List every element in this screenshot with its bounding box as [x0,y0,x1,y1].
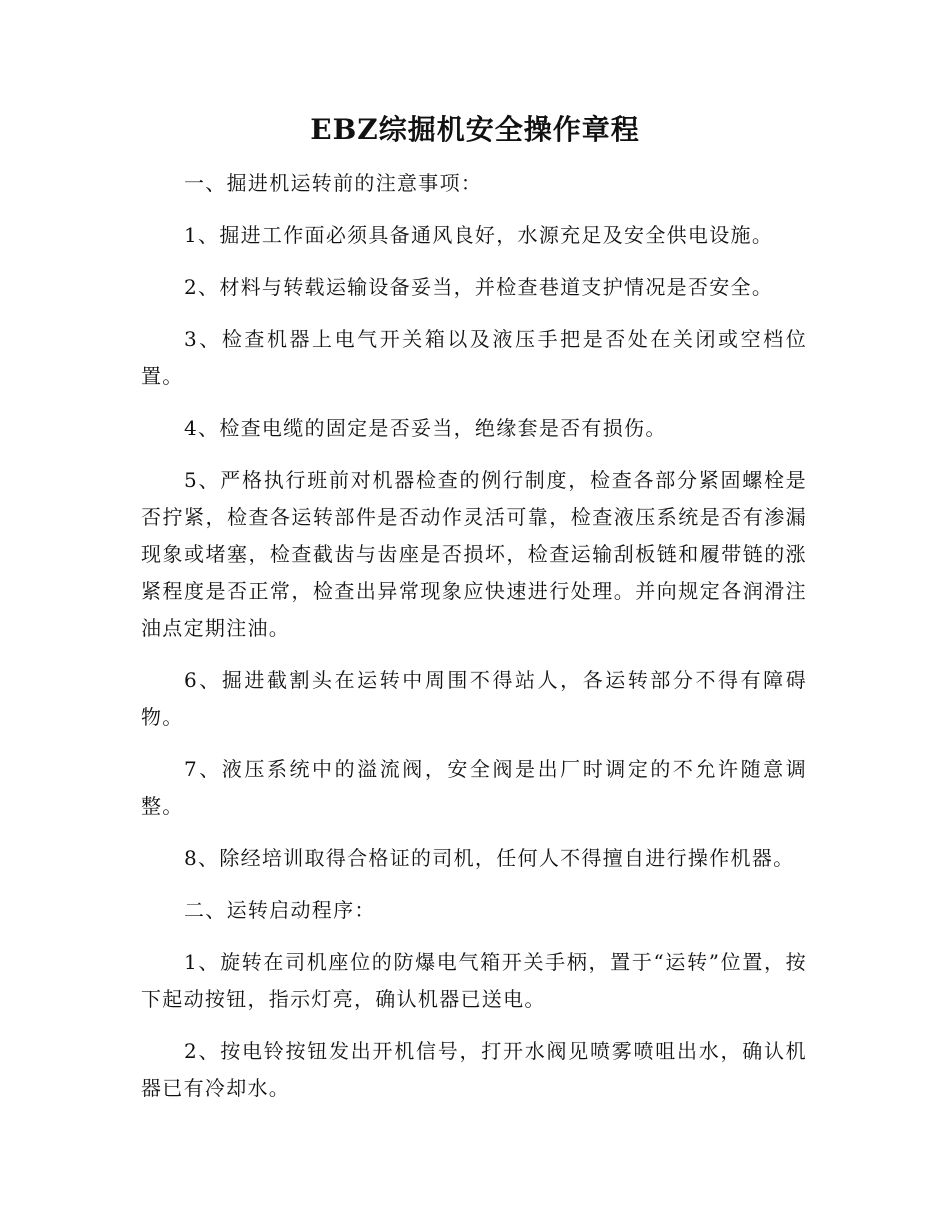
paragraph-item-7: 7、液压系统中的溢流阀，安全阀是出厂时调定的不允许随意调整。 [141,757,807,818]
paragraph-item-6: 6、掘进截割头在运转中周围不得站人，各运转部分不得有障碍物。 [141,668,807,729]
paragraph-item-1: 1、掘进工作面必须具备通风良好，水源充足及安全供电设施。 [184,223,774,247]
document-body [141,165,807,1122]
paragraph-item-2: 2、材料与转载运输设备妥当，并检查巷道支护情况是否安全。 [184,275,774,299]
paragraph-item-5: 5、严格执行班前对机器检查的例行制度，检查各部分紧固螺栓是否拧紧，检查各运转部件是否动作灵活可靠，检查液压系统是否有渗漏现象或堵塞，检查截齿与齿座是否损坏，检查运输刮板链和履带链的涨紧程度是否正常，检查出异常现象应快速进行处理。并向规定各润滑注油点定期注油。 [141,468,807,640]
startup-item-1: 1、旋转在司机座位的防爆电气箱开关手柄，置于“运转”位置，按下起动按钮，指示灯亮，确认机器已送电。 [141,950,807,1011]
paragraph-item-3: 3、检查机器上电气开关箱以及液压手把是否处在关闭或空档位置。 [141,327,807,388]
startup-item-2: 2、按电铃按钮发出开机信号，打开水阀见喷雾喷咀出水，确认机器已有冷却水。 [141,1039,807,1100]
section-heading-startup: 二、运转启动程序： [184,898,376,922]
document-title: EBZ综掘机安全操作章程 [310,113,640,146]
paragraph-item-8: 8、除经培训取得合格证的司机，任何人不得擅自进行操作机器。 [184,846,795,870]
section-heading-pre-operation: 一、掘进机运转前的注意事项： [184,171,483,195]
paragraph-item-4: 4、检查电缆的固定是否妥当，绝缘套是否有损伤。 [184,416,667,440]
